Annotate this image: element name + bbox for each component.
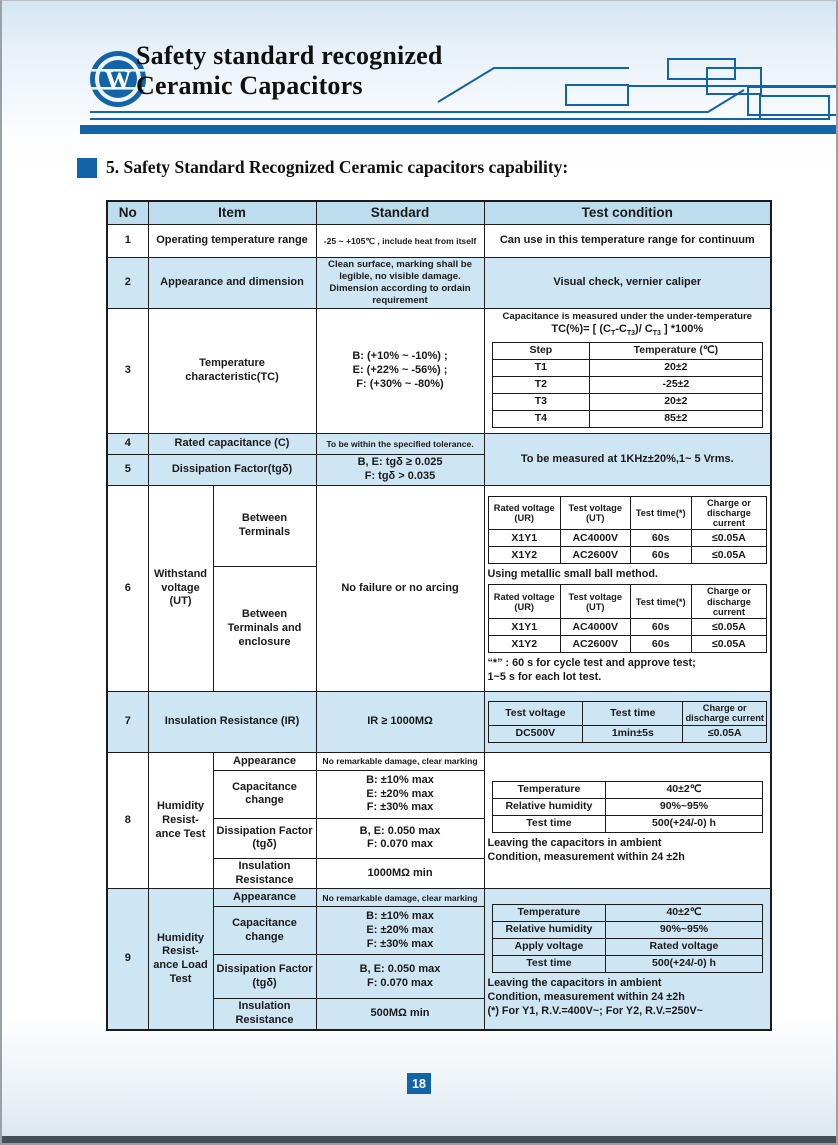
row7-item: Insulation Resistance (IR) <box>148 691 316 752</box>
row1-testcond: Can use in this temperature range for continuum <box>484 225 771 258</box>
row3-standard <box>316 308 484 433</box>
humidity-load-cond-table <box>492 904 763 973</box>
table-header-row <box>107 201 771 225</box>
row9-item: Humidity Resist-ance Load Test <box>148 889 213 1030</box>
row8-std-ir: 1000MΩ min <box>316 858 484 889</box>
section-bullet <box>77 158 97 178</box>
row6-standard: No failure or no arcing <box>316 485 484 691</box>
row8-no: 8 <box>107 752 148 889</box>
row9-sub-capchange: Capacitance change <box>213 907 316 955</box>
doc-title-line1: Safety standard recognized <box>136 41 443 70</box>
row-8a <box>107 752 771 770</box>
row1-no: 1 <box>107 225 148 258</box>
cond-row: Relative humidity 90%~95% <box>492 921 762 938</box>
row2-item: Appearance and dimension <box>148 258 316 309</box>
row5-standard <box>316 454 484 485</box>
withstand1-row: X1Y2 AC2600V 60s ≤0.05A <box>488 547 767 564</box>
row1-item: Operating temperature range <box>148 225 316 258</box>
logo-letter: W <box>104 65 132 95</box>
row7-standard: IR ≥ 1000MΩ <box>316 691 484 752</box>
row8-note-line1: Leaving the capacitors in ambient <box>487 836 662 849</box>
row9-note-line3: (*) For Y1, R.V.=400V~; For Y2, R.V.=250V~ <box>487 1004 703 1017</box>
ir-header-row: Test voltage Test time Charge or discharge current <box>488 702 767 725</box>
row-7 <box>107 691 771 752</box>
row9-std-capchange: B: ±10% max E: ±20% max F: ±30% max <box>316 907 484 955</box>
row6-testcond <box>484 485 771 691</box>
steps-row: T3 20±2 <box>492 393 762 410</box>
row-6a <box>107 485 771 566</box>
page-header <box>2 1 836 141</box>
cond-row: Temperature 40±2℃ <box>492 904 762 921</box>
tc-steps-table <box>492 342 763 428</box>
col-header-item: Item <box>148 201 316 225</box>
cond-row: Relative humidity 90%~95% <box>492 798 762 815</box>
row4-no: 4 <box>107 433 148 454</box>
row3-std-line3: F: (+30% ~ -80%) <box>356 377 444 390</box>
withstand-table-1 <box>488 496 768 565</box>
row9-note-line2: Condition, measurement within 24 ±2h <box>487 990 685 1003</box>
row3-item: Temperature characteristic(TC) <box>148 308 316 433</box>
row8-std-df: B, E: 0.050 max F: 0.070 max <box>316 818 484 858</box>
steps-row: T2 -25±2 <box>492 376 762 393</box>
row2-testcond: Visual check, vernier caliper <box>484 258 771 309</box>
row4-5-testcond: To be measured at 1KHz±20%,1~ 5 Vrms. <box>484 433 771 485</box>
metallic-ball-note: Using metallic small ball method. <box>487 568 658 581</box>
steps-row: T1 20±2 <box>492 359 762 376</box>
row9-note-line1: Leaving the capacitors in ambient <box>487 976 662 989</box>
col-header-no: No <box>107 201 148 225</box>
row6-item: Withstand voltage (UT) <box>148 485 213 691</box>
row4-standard: To be within the specified tolerance. <box>316 433 484 454</box>
row8-testcond <box>484 752 771 889</box>
ir-row: DC500V 1min±5s ≤0.05A <box>488 725 767 742</box>
page-bottom-edge <box>2 1136 836 1143</box>
row6-sub2: Between Terminals and enclosure <box>213 566 316 691</box>
row8-sub-ir: Insulation Resistance <box>213 858 316 889</box>
row8-sub-capchange: Capacitance change <box>213 770 316 818</box>
row8-note-line2: Condition, measurement within 24 ±2h <box>487 850 685 863</box>
row3-testcond <box>484 308 771 433</box>
header-bar <box>80 125 838 134</box>
row6-no: 6 <box>107 485 148 691</box>
doc-title <box>136 41 443 101</box>
row9-testcond <box>484 889 771 1030</box>
row8-std-appearance: No remarkable damage, clear marking <box>316 752 484 770</box>
row8-sub-appearance: Appearance <box>213 752 316 770</box>
cond-row: Apply voltage Rated voltage <box>492 938 762 955</box>
row6-sub1: Between Terminals <box>213 485 316 566</box>
withstand1-header-row: Rated voltage (UR) Test voltage (UT) Test time(*) Charge or discharge current <box>488 496 767 530</box>
test-time-footnote-line1: “*” : 60 s for cycle test and approve test; <box>487 657 696 670</box>
row-3 <box>107 308 771 433</box>
section-heading <box>77 157 836 178</box>
row5-std-line2: F: tgδ > 0.035 <box>364 469 436 482</box>
row5-no: 5 <box>107 454 148 485</box>
col-header-testcond: Test condition <box>484 201 771 225</box>
row9-sub-appearance: Appearance <box>213 889 316 907</box>
row7-no: 7 <box>107 691 148 752</box>
ir-table <box>488 701 768 742</box>
row3-tc-intro: Capacitance is measured under the under-temperature <box>502 310 753 322</box>
steps-header-row: Step Temperature (℃) <box>492 342 762 359</box>
row-1 <box>107 225 771 258</box>
row7-testcond <box>484 691 771 752</box>
row9-std-appearance: No remarkable damage, clear marking <box>316 889 484 907</box>
row-9a <box>107 889 771 907</box>
row2-standard: Clean surface, marking shall be legible, no visible damage. Dimension according to ordain requirement <box>316 258 484 309</box>
row9-std-df: B, E: 0.050 max F: 0.070 max <box>316 955 484 999</box>
withstand2-header-row: Rated voltage (UR) Test voltage (UT) Test time(*) Charge or discharge current <box>488 585 767 619</box>
row5-item: Dissipation Factor(tgδ) <box>148 454 316 485</box>
row9-no: 9 <box>107 889 148 1030</box>
test-time-footnote-line2: 1~5 s for each lot test. <box>487 671 602 684</box>
spec-table <box>106 200 772 1031</box>
withstand2-row: X1Y2 AC2600V 60s ≤0.05A <box>488 636 767 653</box>
withstand-table-2 <box>488 584 768 653</box>
row3-std-line1: B: (+10% ~ -10%) ; <box>352 350 448 363</box>
withstand2-row: X1Y1 AC4000V 60s ≤0.05A <box>488 619 767 636</box>
row4-item: Rated capacitance (C) <box>148 433 316 454</box>
doc-title-line2: Ceramic Capacitors <box>136 71 363 101</box>
humidity-cond-table <box>492 781 763 833</box>
row5-std-line1: B, E: tgδ ≥ 0.025 <box>357 456 443 469</box>
row3-no: 3 <box>107 308 148 433</box>
row9-std-ir: 500MΩ min <box>316 999 484 1030</box>
row8-sub-df: Dissipation Factor (tgδ) <box>213 818 316 858</box>
section-title: 5. Safety Standard Recognized Ceramic capacitors capability: <box>106 157 569 177</box>
cond-row: Temperature 40±2℃ <box>492 781 762 798</box>
steps-row: T4 85±2 <box>492 410 762 427</box>
row8-item: Humidity Resist-ance Test <box>148 752 213 889</box>
row9-sub-ir: Insulation Resistance <box>213 999 316 1030</box>
row3-std-line2: E: (+22% ~ -56%) ; <box>352 364 448 377</box>
row8-std-capchange: B: ±10% max E: ±20% max F: ±30% max <box>316 770 484 818</box>
col-header-standard: Standard <box>316 201 484 225</box>
row1-standard: -25 ~ +105℃ , include heat from itself <box>316 225 484 258</box>
cond-row: Test time 500(+24/-0) h <box>492 955 762 972</box>
withstand1-row: X1Y1 AC4000V 60s ≤0.05A <box>488 530 767 547</box>
row2-no: 2 <box>107 258 148 309</box>
page-number-badge: 18 <box>407 1073 431 1094</box>
tc-formula: TC(%)= [ $(C_T-C_{T3})/$ $C_{T3}$ ] *100% <box>551 322 704 338</box>
row-2 <box>107 258 771 309</box>
row9-sub-df: Dissipation Factor (tgδ) <box>213 955 316 999</box>
cond-row: Test time 500(+24/-0) h <box>492 815 762 832</box>
row-4 <box>107 433 771 454</box>
